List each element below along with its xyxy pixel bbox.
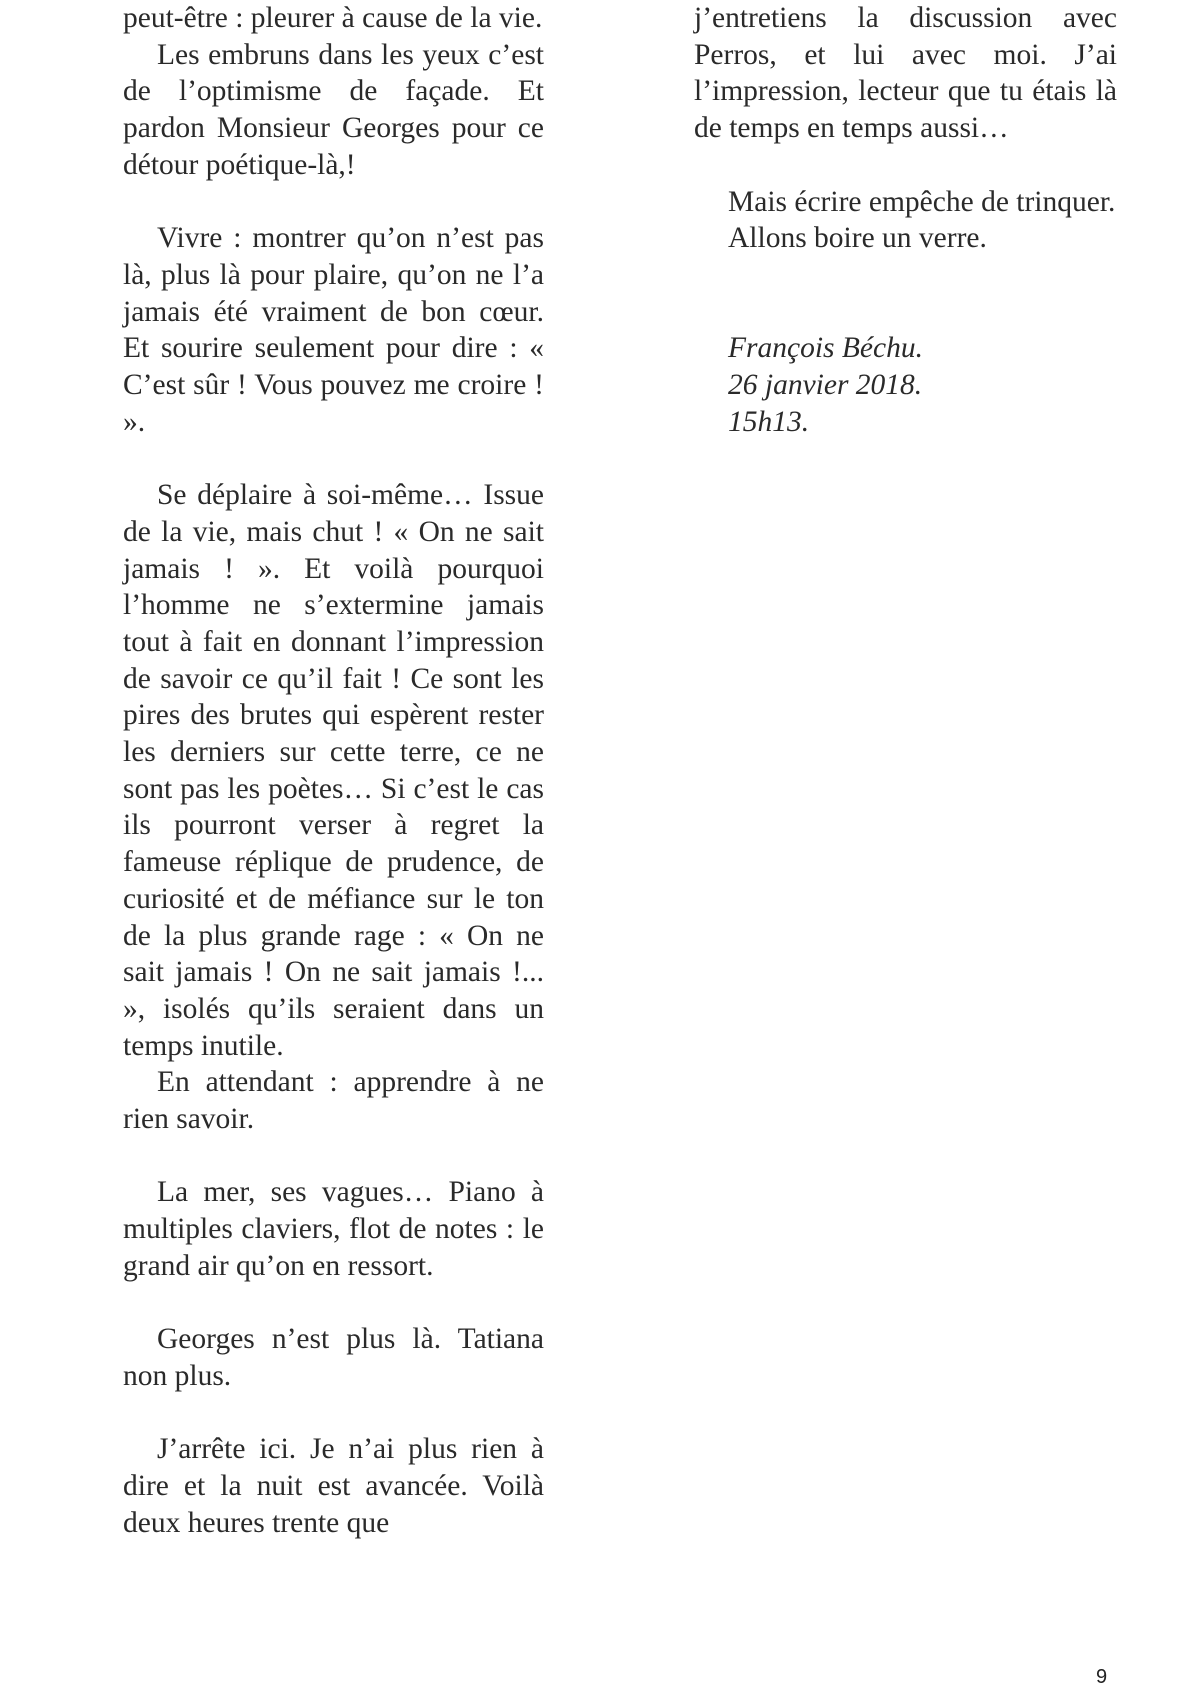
paragraph-gap	[123, 1138, 544, 1175]
paragraph-georges: Georges n’est plus là. Tatiana non plus.	[123, 1323, 544, 1392]
left-text-column	[123, 0, 544, 1541]
paragraph-allons-boire: Allons boire un verre.	[728, 222, 987, 255]
right-text-column	[694, 0, 1117, 440]
paragraph-gap	[694, 257, 1117, 294]
paragraph-embruns: Les embruns dans les yeux c’est de l’optimisme de façade. Et pardon Monsieur Georges pour ce détour poétique-là,!	[123, 38, 544, 181]
paragraph-gap	[694, 294, 1117, 331]
paragraph-mais-ecrire: Mais écrire empêche de trinquer.	[728, 185, 1116, 218]
paragraph-1-continuation: peut-être : pleurer à cause de la vie.	[123, 2, 543, 34]
paragraph-en-attendant: En attendant : apprendre à ne rien savoir.	[123, 1066, 544, 1136]
signature-block	[694, 330, 1117, 440]
paragraph-gap	[694, 147, 1117, 184]
signature-author: François Béchu.	[728, 332, 923, 365]
paragraph-gap	[123, 1395, 544, 1432]
signature-date: 26 janvier 2018.	[728, 368, 923, 401]
paragraph-gap	[123, 1285, 544, 1322]
paragraph-la-mer: La mer, ses vagues… Piano à multiples claviers, flot de notes : le grand air qu’on en ressort.	[123, 1176, 544, 1282]
paragraph-vivre: Vivre : montrer qu’on n’est pas là, plus là pour plaire, qu’on ne l’a jamais été vraiment de bon cœur. Et sourire seulement pour dire : « C’est sûr ! Vous pouvez me croire ! ».	[123, 222, 544, 438]
page-number: 9	[1096, 1666, 1108, 1688]
paragraph-jarrete: J’arrête ici. Je n’ai plus rien à dire et la nuit est avancée. Voilà deux heures trente que	[123, 1433, 544, 1539]
signature-time: 15h13.	[728, 405, 810, 438]
paragraph-discussion-continuation: j’entretiens la discussion avec Perros, et lui avec moi. J’ai l’impression, lecteur que tu étais là de temps en temps aussi…	[694, 2, 1117, 145]
paragraph-se-deplaire: Se déplaire à soi-même… Issue de la vie, mais chut ! « On ne sait jamais ! ». Et voilà pourquoi l’homme ne s’extermine jamais tout à fait en donnant l’impression de savoir ce qu’il fait ! Ce sont les pires des brutes qui espèrent rester les derniers sur cette terre, ce ne sont pas les poètes… Si c’est le cas ils pourront verser à regret la fameuse réplique de prudence, de curiosité et de méfiance sur le ton de la plus grande rage : « On ne sait jamais ! On ne sait jamais !... », isolés qu’ils seraient dans un temps inutile.	[123, 479, 544, 1062]
paragraph-gap	[123, 184, 544, 221]
paragraph-gap	[123, 440, 544, 477]
